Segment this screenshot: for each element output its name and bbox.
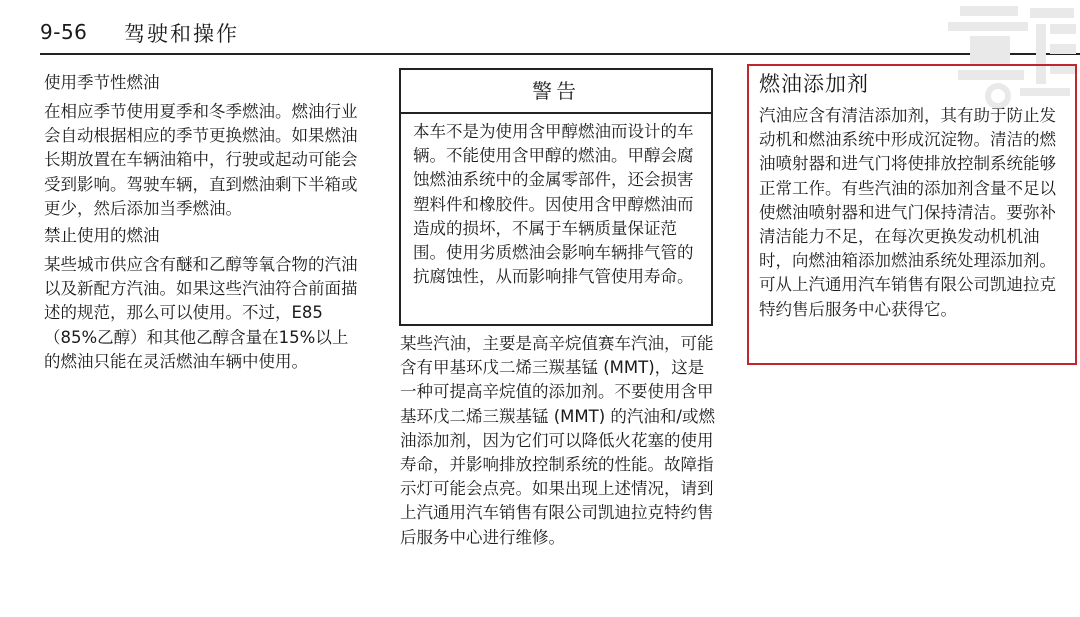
warning-title: 警告 [401, 70, 711, 114]
middle-column [400, 332, 718, 550]
warning-box [399, 68, 713, 326]
warning-body: 本车不是为使用含甲醇燃油而设计的车辆。不能使用含甲醇的燃油。甲醇会腐蚀燃油系统中的金属零部件，还会损害塑料件和橡胶件。因使用含甲醇燃油而造成的损坏，不属于车辆质量保证范围。使用劣质燃油会影响车辆排气管的抗腐蚀性，从而影响排气管使用寿命。 [413, 122, 694, 287]
paragraph-prohibited-fuel: 某些城市供应含有醚和乙醇等氧合物的汽油以及新配方汽油。如果这些汽油符合前面描述的规范，那么可以使用。不过，E85（85%乙醇）和其他乙醇含量在15%以上的燃油只能在灵活燃油车辆中使用。 [44, 255, 358, 371]
paragraph-mmt: 某些汽油，主要是高辛烷值赛车汽油，可能含有甲基环戊二烯三羰基锰 (MMT)，这是一种可提高辛烷值的添加剂。不要使用含甲基环戊二烯三羰基锰 (MMT) 的汽油和/或燃油添加剂，因为它们可以降低火花塞的使用寿命，并影响排放控制系统的性能。故障指示灯可能会点亮。如果出现上述情况，请到上汽通用汽车销售有限公司凯迪拉克特约售后服务中心进行维修。 [400, 334, 715, 547]
paragraph-fuel-additive: 汽油应含有清洁添加剂，其有助于防止发动机和燃油系统中形成沉淀物。清洁的燃油喷射器和进气门将使排放控制系统能够正常工作。有些汽油的添加剂含量不足以使燃油喷射器和进气门保持清洁。要弥补清洁能力不足，在每次更换发动机机油时，向燃油箱添加燃油系统处理添加剂。可从上汽通用汽车销售有限公司凯迪拉克特约售后服务中心获得它。 [759, 106, 1056, 319]
left-column [44, 70, 362, 374]
fuel-additive-box [747, 64, 1077, 365]
heading-seasonal-fuel: 使用季节性燃油 [44, 73, 160, 92]
page-header [40, 18, 1080, 56]
header-divider [40, 53, 1080, 55]
page-number: 9-56 [40, 20, 88, 44]
chapter-title: 驾驶和操作 [124, 22, 239, 46]
heading-prohibited-fuel: 禁止使用的燃油 [44, 226, 160, 246]
heading-fuel-additive: 燃油添加剂 [759, 72, 869, 96]
paragraph-seasonal-fuel: 在相应季节使用夏季和冬季燃油。燃油行业会自动根据相应的季节更换燃油。如果燃油长期放置在车辆油箱中，行驶或起动可能会受到影响。驾驶车辆，直到燃油剩下半箱或更少，然后添加当季燃油。 [44, 102, 358, 218]
